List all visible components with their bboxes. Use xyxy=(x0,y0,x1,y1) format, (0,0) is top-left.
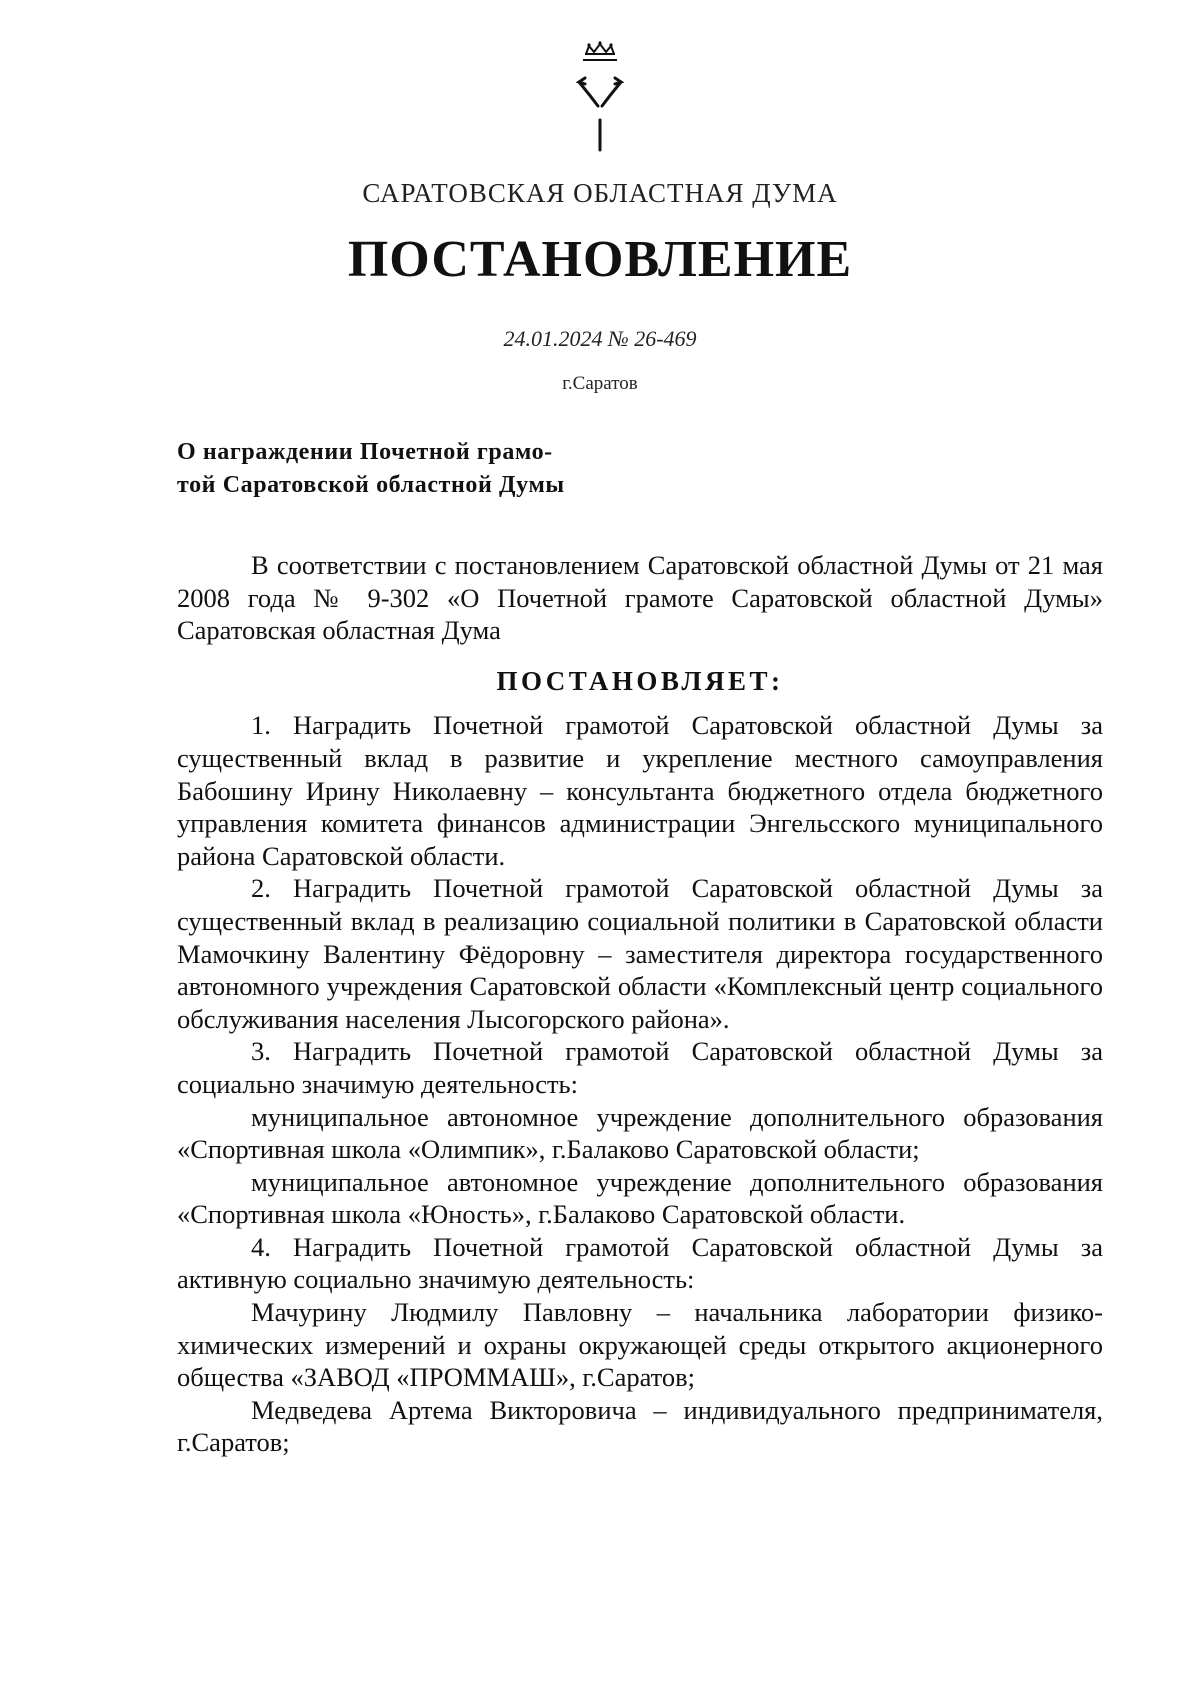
body-paragraph: 4. Наградить Почетной грамотой Саратовской областной Думы за активную социально значимую деятельность: xyxy=(177,1231,1103,1295)
city-name: г.Саратов xyxy=(562,373,638,394)
body-paragraph: муниципальное автономное учреждение дополнительного образования «Спортивная школа «Олимпик», г.Балаково Саратовской области; xyxy=(177,1101,1103,1165)
subject-line-1: О награждении Почетной грамо- xyxy=(177,439,553,465)
body-paragraph: муниципальное автономное учреждение дополнительного образования «Спортивная школа «Юность», г.Балаково Саратовской области. xyxy=(177,1166,1103,1230)
document-subject xyxy=(177,436,677,502)
document-type-title: ПОСТАНОВЛЕНИЕ xyxy=(347,231,853,288)
body-paragraph: 2. Наградить Почетной грамотой Саратовской областной Думы за существенный вклад в реализацию социальной политики в Саратовской области Мамочкину Валентину Фёдоровну – заместителя директора государственного автономного учреждения Саратовской области «Комплексный центр социального обслуживания населения Лысогорского района». xyxy=(177,873,1103,1034)
document-body xyxy=(177,549,1103,1459)
subject-line-2: той Саратовской областной Думы xyxy=(177,472,565,498)
decree-heading: ПОСТАНОВЛЯЕТ: xyxy=(496,665,784,696)
body-paragraph: 3. Наградить Почетной грамотой Саратовской областной Думы за социально значимую деятельность: xyxy=(177,1036,1103,1099)
body-paragraph: 1. Наградить Почетной грамотой Саратовской областной Думы за существенный вклад в развитие и укрепление местного самоуправления Бабошину Ирину Николаевну – консультанта бюджетного отдела бюджетного управления комитета финансов администрации Энгельсского муниципального района Саратовской области. xyxy=(177,710,1103,871)
body-paragraph: Мачурину Людмилу Павловну – начальника лаборатории физико-химических измерений и охраны окружающей среды открытого акционерного общества «ЗАВОД «ПРОММАШ», г.Саратов; xyxy=(177,1297,1103,1393)
body-paragraph: Медведева Артема Викторовича – индивидуального предпринимателя, г.Саратов; xyxy=(177,1394,1103,1458)
date-and-number: 24.01.2024 № 26-469 xyxy=(503,326,697,351)
preamble-paragraph: В соответствии с постановлением Саратовской областной Думы от 21 мая 2008 года № 9-302 «О Почетной грамоте Саратовской областной Думы» Саратовская областная Дума xyxy=(177,550,1103,646)
coat-of-arms-icon xyxy=(565,40,635,160)
organization-name: САРАТОВСКАЯ ОБЛАСТНАЯ ДУМА xyxy=(362,178,838,208)
